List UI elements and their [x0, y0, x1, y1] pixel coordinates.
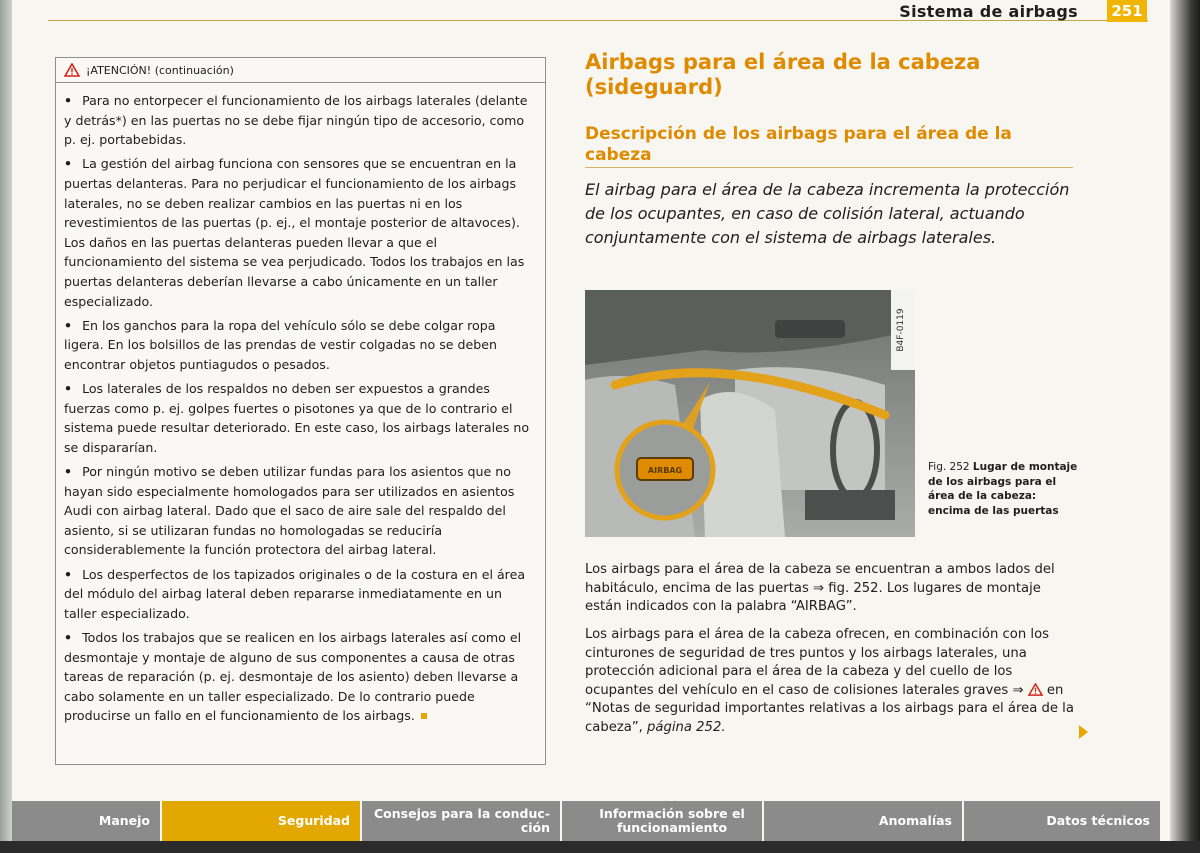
tab-consejos[interactable]: Consejos para la conducción: [362, 801, 562, 841]
subheading-rule: [585, 167, 1073, 168]
page-edge: [1170, 0, 1200, 853]
warning-item: • La gestión del airbag funciona con sensores que se encuentran en la puertas delanteras. Para no perjudicar el funcionamiento de los airbags laterales, no se deben realizar cambios en las puertas ni en los revestimientos de las puertas (p. ej., el montaje posterior de altavoces). Los daños en las puertas delanteras pueden llevar a que el funcionamiento del sistema se vea perjudicado. Todos los trabajos en las puertas delanteras deberían llevarse a cabo únicamente en un taller especializado.: [64, 156, 525, 309]
footer-nav: [12, 801, 1162, 841]
page-number: 251: [1107, 0, 1147, 22]
airbag-figure: [585, 290, 915, 537]
car-interior-illustration: [585, 290, 915, 537]
page-reference[interactable]: página 252.: [647, 719, 726, 735]
cross-reference[interactable]: en “Notas de seguridad importantes relativas a los airbags para el área de la cabeza”,: [585, 682, 1074, 735]
airbag-label: AIRBAG: [647, 466, 683, 475]
tab-seguridad[interactable]: Seguridad: [162, 801, 362, 841]
warning-item: • Los desperfectos de los tapizados originales o de la costura en el área del módulo del airbag lateral deben repararse inmediatamente en un taller especializado.: [64, 566, 526, 621]
warning-header: [56, 58, 545, 83]
figure-caption-label: Fig. 252: [928, 461, 970, 473]
section-title: Sistema de airbags: [899, 2, 1078, 21]
warning-triangle-icon: [64, 63, 80, 77]
lead-paragraph: El airbag para el área de la cabeza incrementa la protección de los ocupantes, en caso de colisión lateral, actuando conjuntamente con el sistema de airbags laterales.: [585, 180, 1070, 247]
figure-code: B4F-0119: [896, 308, 906, 352]
tab-informacion[interactable]: Información sobre el funcionamiento: [562, 801, 764, 841]
warning-item: • Para no entorpecer el funcionamiento de los airbags laterales (delante y detrás*) en las puertas no se debe fijar ningún tipo de accesorio, como p. ej. portabebidas.: [64, 93, 528, 148]
footer-bottom-bar: [0, 841, 1200, 853]
warning-item: • Los laterales de los respaldos no deben ser expuestos a grandes fuerzas como p. ej. golpes fuertes o pisotones ya que de lo contrario el sistema puede resultar deteriorado. En este caso, los airbags laterales no se dispararían.: [64, 381, 530, 455]
warning-item: • En los ganchos para la ropa del vehículo sólo se debe colgar ropa ligera. En los bolsillos de las prendas de vestir colgadas no se deben encontrar objetos puntiagudos o pesados.: [64, 317, 498, 372]
reference-arrow[interactable]: ⇒: [1012, 682, 1024, 698]
article-heading: Airbags para el área de la cabeza (sideguard): [585, 50, 981, 99]
tab-manejo[interactable]: Manejo: [12, 801, 162, 841]
next-page-arrow-icon[interactable]: [1079, 725, 1088, 739]
warning-title: ¡ATENCIÓN! (continuación): [86, 63, 234, 77]
body-paragraph-1: Los airbags para el área de la cabeza se encuentran a ambos lados del habitáculo, encima de las puertas ⇒ fig. 252. Los lugares de montaje están indicados con la palabra “AIRBAG”.: [585, 562, 1055, 615]
warning-item: • Todos los trabajos que se realicen en los airbags laterales así como el desmontaje y montaje de alguno de sus componentes a causa de otras tareas de reparación (p. ej. desmontaje de los asiento) deben llevarse a cabo solamente en un taller especializado. De lo contrario puede producirse un fallo en el funcionamiento de los airbags.: [64, 630, 522, 724]
body-paragraph-2: Los airbags para el área de la cabeza ofrecen, en combinación con los cinturones de seguridad de tres puntos y los airbags laterales, una protección adicional para el área de la cabeza y del cuello de los ocupantes del vehículo en el caso de colisiones laterales graves ⇒ en “Notas de seguridad importantes relativas a los airbags para el área de la cabeza”, página 252.: [585, 627, 1074, 735]
warning-item: • Por ningún motivo se deben utilizar fundas para los asientos que no hayan sido especialmente homologados para ser utilizados en asientos Audi con airbag lateral. Dado que el saco de aire sale del respaldo del asiento, si se utilizaran fundas no homologadas se reduciría considerablemente la función protectora del airbag lateral.: [64, 464, 515, 558]
tab-anomalias[interactable]: Anomalías: [764, 801, 964, 841]
end-square-icon: [421, 713, 427, 719]
article-subheading: Descripción de los airbags para el área de la cabeza: [585, 124, 1012, 165]
warning-box: [55, 57, 546, 765]
warning-triangle-icon: [1028, 683, 1043, 696]
figure-caption-text: Lugar de montaje de los airbags para el área de la cabeza: encima de las puertas: [928, 461, 1078, 517]
tab-datos-tecnicos[interactable]: Datos técnicos: [964, 801, 1162, 841]
warning-list: [56, 83, 545, 726]
figure-caption: [928, 460, 1078, 518]
